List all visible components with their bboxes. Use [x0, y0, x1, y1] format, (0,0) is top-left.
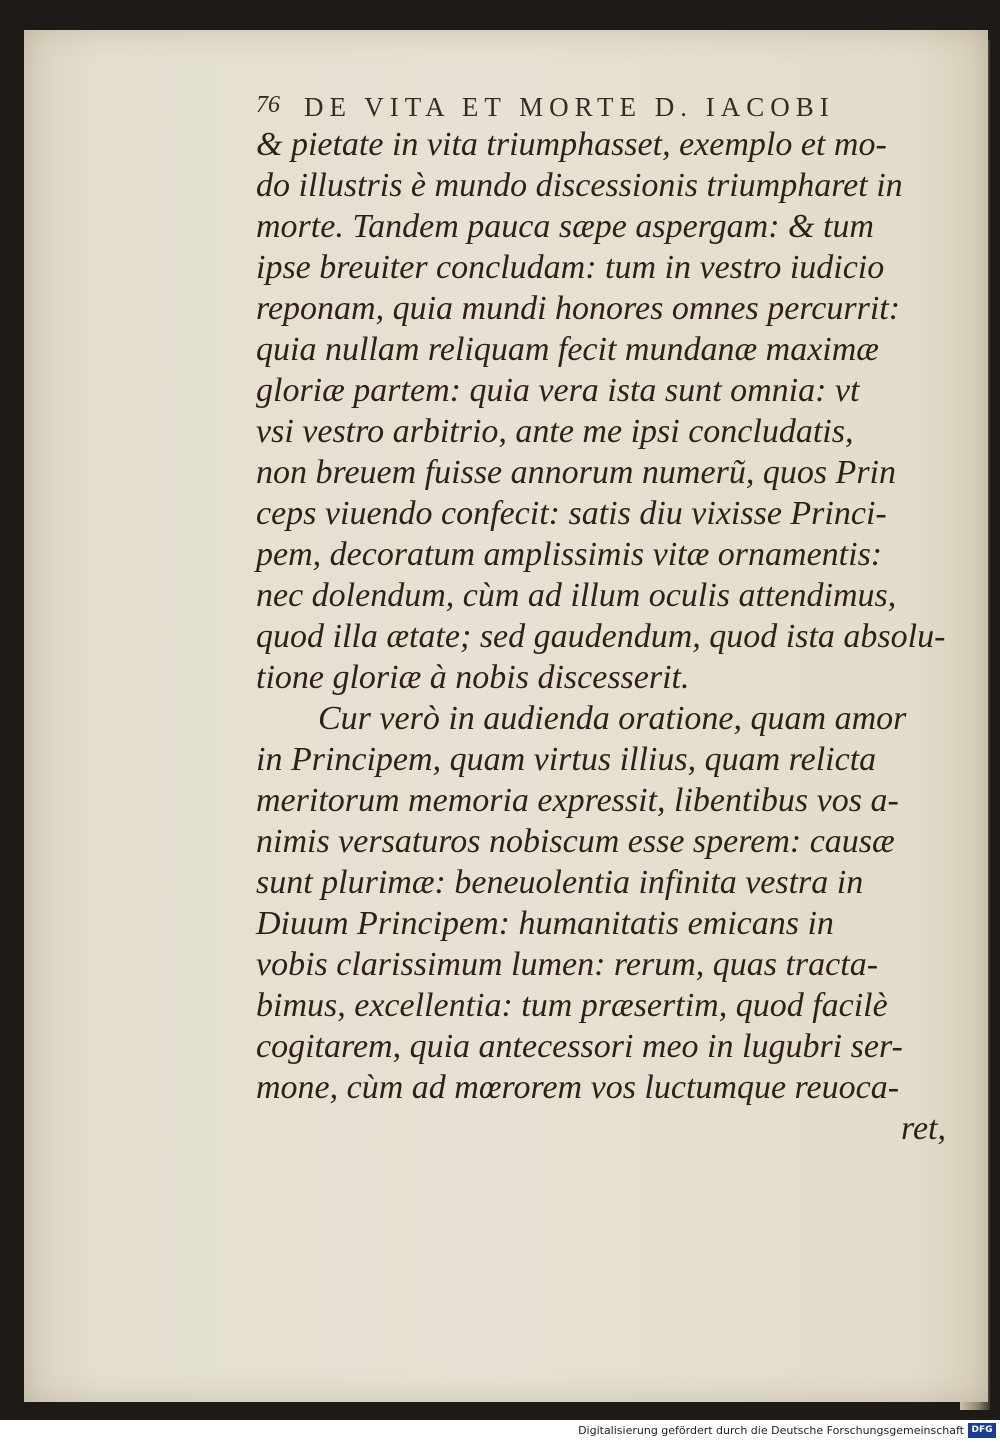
text-line: meritorum memoria expressit, libentibus vos a-	[256, 782, 899, 819]
text-line: gloriæ partem: quia vera ista sunt omnia: vt	[256, 372, 860, 409]
text-line: vsi vestro arbitrio, ante me ipsi concludatis,	[256, 413, 854, 450]
page-header	[256, 92, 946, 126]
funding-note: Digitalisierung gefördert durch die Deutsche Forschungsgemeinschaft	[578, 1424, 964, 1437]
text-line: nimis versaturos nobiscum esse sperem: causæ	[256, 823, 895, 860]
text-line: cogitarem, quia antecessori meo in lugubri ser-	[256, 1028, 903, 1065]
text-line: do illustris è mundo discessionis triumpharet in	[256, 167, 903, 204]
text-line: bimus, excellentia: tum præsertim, quod facilè	[256, 987, 888, 1024]
text-line: non breuem fuisse annorum numerũ, quos Prin	[256, 454, 896, 491]
text-line: Diuum Principem: humanitatis emicans in	[256, 905, 834, 942]
text-line: nec dolendum, cùm ad illum oculis attendimus,	[256, 577, 897, 614]
text-line: tione gloriæ à nobis discesserit.	[256, 659, 690, 696]
text-line: in Principem, quam virtus illius, quam relicta	[256, 741, 877, 778]
text-line: pem, decoratum amplissimis vitæ ornamentis:	[256, 536, 883, 573]
dfg-logo: DFG	[968, 1423, 996, 1438]
text-line: ipse breuiter concludam: tum in vestro iudicio	[256, 249, 885, 286]
text-line: & pietate in vita triumphasset, exemplo et mo-	[256, 126, 887, 163]
text-line: reponam, quia mundi honores omnes percurrit:	[256, 290, 901, 327]
running-title: DE VITA ET MORTE D. IACOBI	[304, 92, 835, 122]
catchword: ret,	[900, 1110, 946, 1147]
text-line: quod illa ætate; sed gaudendum, quod ista absolu-	[256, 618, 946, 655]
text-line: ceps viuendo confecit: satis diu vixisse Princi-	[256, 495, 887, 532]
text-line: sunt plurimæ: beneuolentia infinita vestra in	[256, 864, 864, 901]
body-text	[256, 124, 946, 1149]
text-line: mone, cùm ad mœrorem vos luctumque reuoca-	[256, 1069, 900, 1106]
text-line: morte. Tandem pauca sæpe aspergam: & tum	[256, 208, 874, 245]
text-line: vobis clarissimum lumen: rerum, quas tracta-	[256, 946, 879, 983]
page-number: 76	[256, 92, 280, 118]
text-line: quia nullam reliquam fecit mundanæ maximæ	[256, 331, 879, 368]
footer-bar	[0, 1420, 1000, 1442]
paragraph-start-line: Cur verò in audienda oratione, quam amor	[318, 700, 907, 737]
